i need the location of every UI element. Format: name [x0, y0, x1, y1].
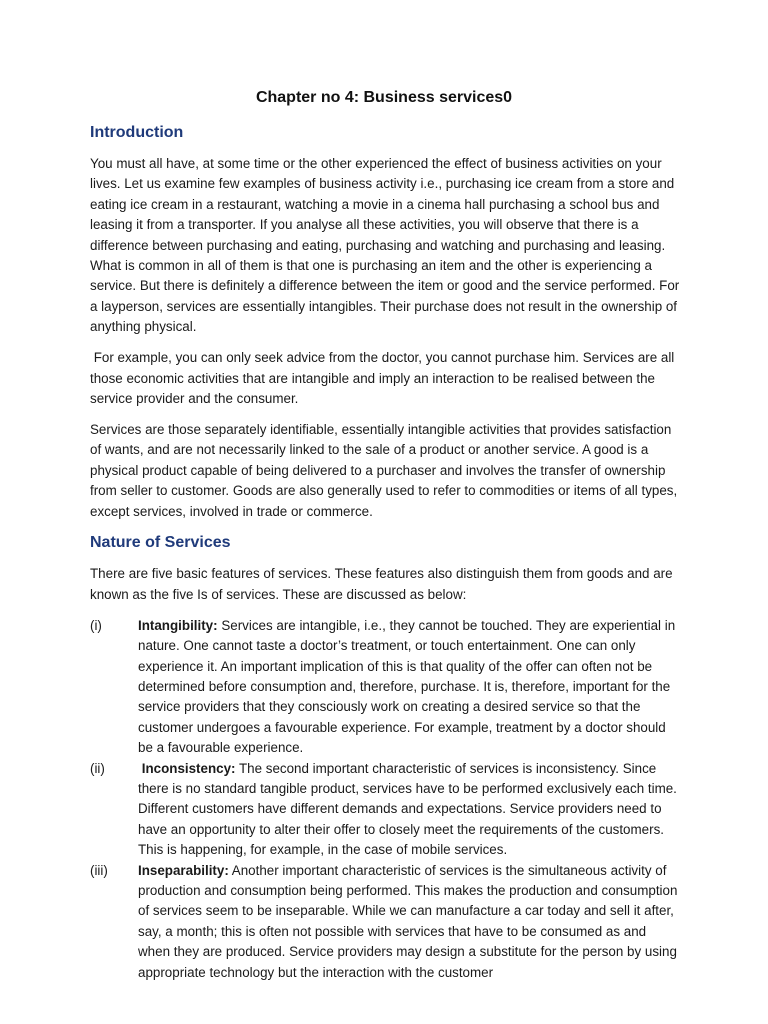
- paragraph: There are five basic features of services. These features also distinguish them from goods and are known as the five Is of services. These are discussed as below:: [90, 566, 673, 602]
- list-item: [90, 616, 680, 759]
- paragraph: You must all have, at some time or the other experienced the effect of business activities on your lives. Let us examine few examples of business activity i.e., purchasing ice cream from a store and eating ice cream in a restaurant, watching a movie in a cinema hall purchasing a school bus and leasing it from a transporter. If you analyse all these activities, you will observe that there is a difference between purchasing and eating, purchasing and watching and purchasing and leasing. What is common in all of them is that one is purchasing an item and the other is experiencing a service. But there is definitely a difference between the item or good and the service performed. For a layperson, services are essentially intangibles. Their purchase does not result in the ownership of anything physical.: [90, 156, 680, 335]
- list-number: (ii): [90, 760, 105, 776]
- list-number: (iii): [90, 862, 108, 878]
- list-number: (i): [90, 617, 102, 633]
- paragraph: For example, you can only seek advice from the doctor, you cannot purchase him. Services are all those economic activities that are intangible and imply an interaction to be realised between the service provider and the consumer.: [90, 350, 679, 406]
- section-heading-nature-of-services: Nature of Services: [90, 534, 231, 552]
- list-item: [90, 759, 680, 861]
- list-text: The second important characteristic of services is inconsistency. Since there is no standard tangible product, services have to be performed exclusively each time. Different customers have different demands and expectations. Service providers need to have an opportunity to alter their offer to closely meet the requirements of the customers. This is happening, for example, in the case of mobile services.: [138, 760, 677, 858]
- list-text: Services are intangible, i.e., they cannot be touched. They are experiential in nature. One cannot taste a doctor’s treatment, or touch entertainment. One can only experience it. An important implication of this is that quality of the offer can often not be determined before consumption and, therefore, purchase. It is, therefore, important for the service providers that they consciously work on creating a desired service so that the customer undergoes a favourable experience. For example, treatment by a doctor should be a favourable experience.: [138, 617, 676, 756]
- chapter-title: Chapter no 4: Business services0: [255, 89, 513, 106]
- list-text: Another important characteristic of services is the simultaneous activity of production and consumption being performed. This makes the production and consumption of services seem to be inseparable. While we can manufacture a car today and sell it after, say, a month; this is often not possible with services that have to be consumed as and when they are produced. Service providers may design a substitute for the person by using appropriate technology but the interaction with the customer: [138, 862, 678, 980]
- list-term: Inseparability:: [138, 862, 229, 878]
- paragraph: Services are those separately identifiable, essentially intangible activities that provides satisfaction of wants, and are not necessarily linked to the sale of a product or another service. A good is a physical product capable of being delivered to a purchaser and involves the transfer of ownership from seller to customer. Goods are also generally used to refer to commodities or items of all types, except services, involved in trade or commerce.: [90, 421, 678, 519]
- list-item: [90, 861, 680, 983]
- list-term: Intangibility:: [138, 617, 218, 633]
- list-term: Inconsistency:: [138, 760, 236, 776]
- document-body: [90, 122, 680, 983]
- section-heading-introduction: Introduction: [90, 124, 184, 141]
